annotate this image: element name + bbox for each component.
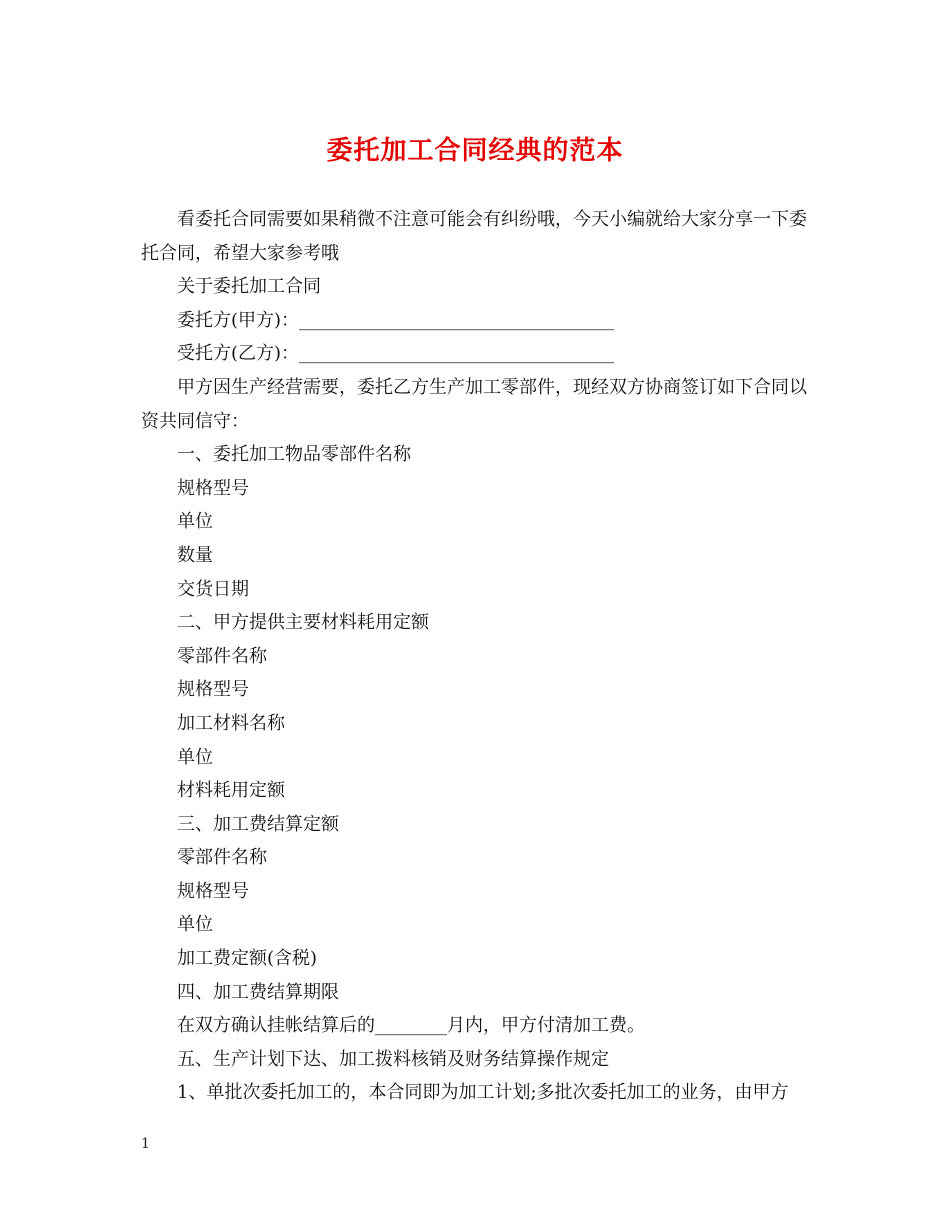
list-item: 加工材料名称 — [177, 712, 285, 734]
list-item: 规格型号 — [177, 477, 249, 499]
paragraph-preamble: 甲方因生产经营需要，委托乙方生产加工零部件，现经双方协商签订如下合同以资共同信守： — [141, 376, 807, 432]
paragraph-intro: 看委托合同需要如果稍微不注意可能会有纠纷哦，今天小编就给大家分享一下委托合同，希望大家参考哦 — [141, 209, 807, 264]
list-item: 零部件名称 — [177, 645, 267, 667]
section-5-heading: 五、生产计划下达、加工拨料核销及财务结算操作规定 — [177, 1048, 609, 1070]
list-item: 单位 — [177, 511, 213, 533]
document-body — [141, 203, 811, 1110]
paragraph-party-a: 委托方(甲方)：___________________________________ — [177, 309, 615, 331]
page-number: 1 — [141, 1136, 150, 1152]
list-item: 规格型号 — [177, 679, 249, 701]
list-item: 规格型号 — [177, 880, 249, 902]
section-3-heading: 三、加工费结算定额 — [177, 813, 339, 835]
list-item: 零部件名称 — [177, 847, 267, 869]
list-item: 交货日期 — [177, 578, 249, 600]
list-item: 加工费定额(含税) — [177, 948, 318, 970]
list-item: 材料耗用定额 — [177, 780, 285, 802]
section-4-heading: 四、加工费结算期限 — [177, 981, 339, 1003]
paragraph-party-b: 受托方(乙方)：___________________________________ — [177, 343, 615, 365]
list-item: 数量 — [177, 544, 213, 566]
document-title: 委托加工合同经典的范本 — [326, 136, 624, 166]
list-item: 单位 — [177, 746, 213, 768]
section-2-heading: 二、甲方提供主要材料耗用定额 — [177, 612, 429, 634]
list-item: 单位 — [177, 914, 213, 936]
section-1-heading: 一、委托加工物品零部件名称 — [177, 444, 411, 466]
paragraph-heading: 关于委托加工合同 — [177, 276, 321, 298]
paragraph-payment-term: 在双方确认挂帐结算后的________月内，甲方付清加工费。 — [177, 1015, 645, 1037]
paragraph-clause-1: 1、单批次委托加工的，本合同即为加工计划;多批次委托加工的业务，由甲方 — [177, 1082, 789, 1104]
